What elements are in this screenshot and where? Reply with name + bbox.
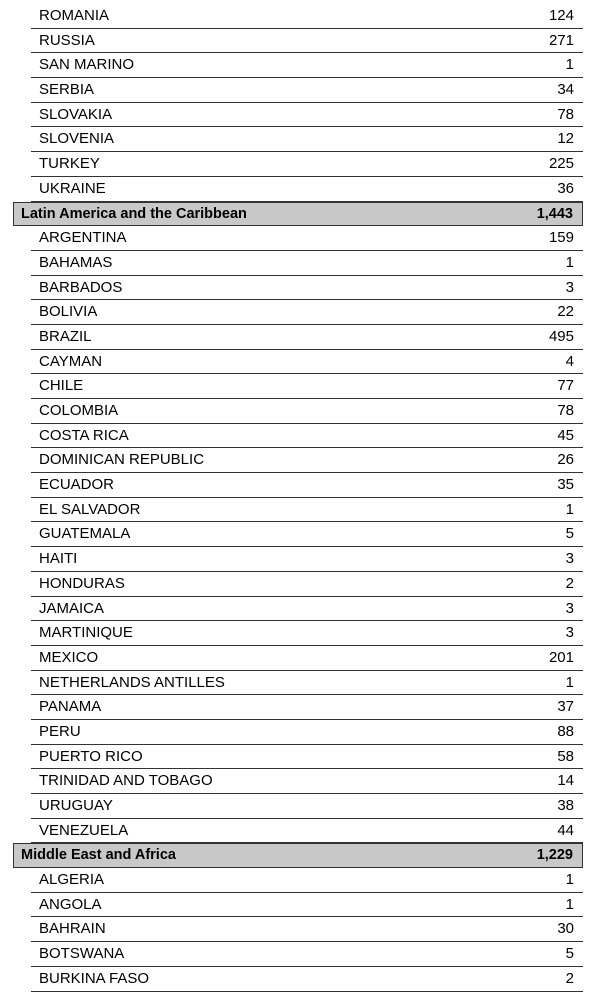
country-row — [31, 597, 583, 622]
country-count: 77 — [557, 377, 574, 395]
country-row — [31, 893, 583, 918]
country-row — [31, 769, 583, 794]
country-name: GUATEMALA — [39, 525, 131, 543]
country-row — [31, 251, 583, 276]
country-count: 36 — [557, 179, 574, 197]
country-count: 34 — [557, 81, 574, 99]
country-count: 45 — [557, 426, 574, 444]
country-name: TRINIDAD AND TOBAGO — [39, 772, 213, 790]
country-row — [31, 29, 583, 54]
country-row — [31, 720, 583, 745]
region-header-row — [13, 202, 583, 227]
country-count: 3 — [565, 599, 574, 617]
country-count: 35 — [557, 476, 574, 494]
country-name: ARGENTINA — [39, 229, 127, 247]
country-row — [31, 4, 583, 29]
country-row — [31, 448, 583, 473]
country-count: 3 — [565, 624, 574, 642]
country-row — [31, 572, 583, 597]
country-row — [31, 325, 583, 350]
country-name: TURKEY — [39, 155, 100, 173]
country-name: BARBADOS — [39, 278, 123, 296]
country-count: 5 — [565, 525, 574, 543]
region-name: Latin America and the Caribbean — [21, 205, 247, 222]
country-row — [31, 374, 583, 399]
country-name: JAMAICA — [39, 599, 105, 617]
country-count: 1 — [565, 673, 574, 691]
country-count: 201 — [548, 648, 574, 666]
country-count-table — [0, 4, 600, 992]
country-count: 3 — [565, 550, 574, 568]
country-count: 30 — [557, 920, 574, 938]
country-row — [31, 350, 583, 375]
country-row — [31, 671, 583, 696]
country-name: ROMANIA — [39, 7, 110, 24]
country-name: ECUADOR — [39, 476, 115, 494]
country-count: 5 — [565, 945, 574, 963]
country-count: 225 — [548, 155, 574, 173]
region-header-row — [13, 843, 583, 868]
country-count: 26 — [557, 451, 574, 469]
country-count: 14 — [557, 772, 574, 790]
country-row — [31, 819, 583, 844]
country-row — [31, 967, 583, 992]
country-row — [31, 226, 583, 251]
country-row — [31, 498, 583, 523]
country-name: URUGUAY — [39, 797, 113, 814]
region-total: 1,229 — [536, 847, 573, 864]
country-name: CHILE — [39, 377, 84, 395]
country-row — [31, 745, 583, 770]
country-name: PERU — [39, 722, 81, 740]
country-name: SLOVENIA — [39, 130, 115, 148]
country-count: 271 — [548, 31, 574, 49]
country-count: 38 — [557, 797, 574, 814]
country-count: 1 — [565, 56, 574, 74]
country-row — [31, 424, 583, 449]
country-name: BAHRAIN — [39, 920, 106, 938]
country-count: 1 — [565, 871, 574, 889]
country-row — [31, 473, 583, 498]
country-name: COSTA RICA — [39, 426, 129, 444]
country-row — [31, 868, 583, 893]
country-row — [31, 53, 583, 78]
country-row — [31, 103, 583, 128]
country-row — [31, 547, 583, 572]
country-count: 1 — [565, 895, 574, 913]
country-row — [31, 522, 583, 547]
country-name: BAHAMAS — [39, 253, 113, 271]
country-count: 88 — [557, 722, 574, 740]
country-name: EL SALVADOR — [39, 500, 141, 518]
country-name: BOTSWANA — [39, 945, 125, 963]
country-count: 37 — [557, 698, 574, 716]
country-name: ANGOLA — [39, 895, 102, 913]
country-name: MEXICO — [39, 648, 99, 666]
country-count: 159 — [548, 229, 574, 247]
country-row — [31, 127, 583, 152]
country-count: 12 — [557, 130, 574, 148]
country-count: 78 — [557, 402, 574, 419]
country-name: NETHERLANDS ANTILLES — [39, 673, 225, 691]
country-name: BURKINA FASO — [39, 969, 150, 987]
country-name: BRAZIL — [39, 327, 92, 345]
country-name: PANAMA — [39, 698, 102, 716]
country-name: SERBIA — [39, 81, 95, 99]
country-name: SLOVAKIA — [39, 105, 113, 123]
country-name: BOLIVIA — [39, 303, 98, 321]
country-count: 4 — [565, 352, 574, 370]
country-row — [31, 942, 583, 967]
country-count: 495 — [548, 327, 574, 345]
country-name: DOMINICAN REPUBLIC — [39, 451, 205, 469]
country-name: RUSSIA — [39, 31, 95, 49]
country-count: 2 — [565, 969, 574, 987]
country-count: 58 — [557, 747, 574, 765]
country-count: 124 — [548, 7, 574, 24]
country-name: MARTINIQUE — [39, 624, 133, 642]
country-name: HONDURAS — [39, 574, 125, 592]
country-name: ALGERIA — [39, 871, 105, 889]
country-name: VENEZUELA — [39, 821, 129, 839]
country-row — [31, 646, 583, 671]
country-row — [31, 917, 583, 942]
country-count: 78 — [557, 105, 574, 123]
country-name: SAN MARINO — [39, 56, 135, 74]
country-count: 22 — [557, 303, 574, 321]
country-name: PUERTO RICO — [39, 747, 143, 765]
country-count: 1 — [565, 500, 574, 518]
country-row — [31, 177, 583, 202]
country-count: 2 — [565, 574, 574, 592]
country-count: 1 — [565, 253, 574, 271]
country-row — [31, 276, 583, 301]
country-row — [31, 78, 583, 103]
country-count: 44 — [557, 821, 574, 839]
country-count: 3 — [565, 278, 574, 296]
country-row — [31, 152, 583, 177]
country-name: CAYMAN — [39, 352, 103, 370]
country-row — [31, 695, 583, 720]
country-row — [31, 399, 583, 424]
country-name: COLOMBIA — [39, 402, 119, 419]
region-name: Middle East and Africa — [21, 847, 176, 864]
country-row — [31, 621, 583, 646]
region-total: 1,443 — [536, 205, 573, 222]
country-row — [31, 300, 583, 325]
country-name: UKRAINE — [39, 179, 106, 197]
country-name: HAITI — [39, 550, 78, 568]
country-row — [31, 794, 583, 819]
